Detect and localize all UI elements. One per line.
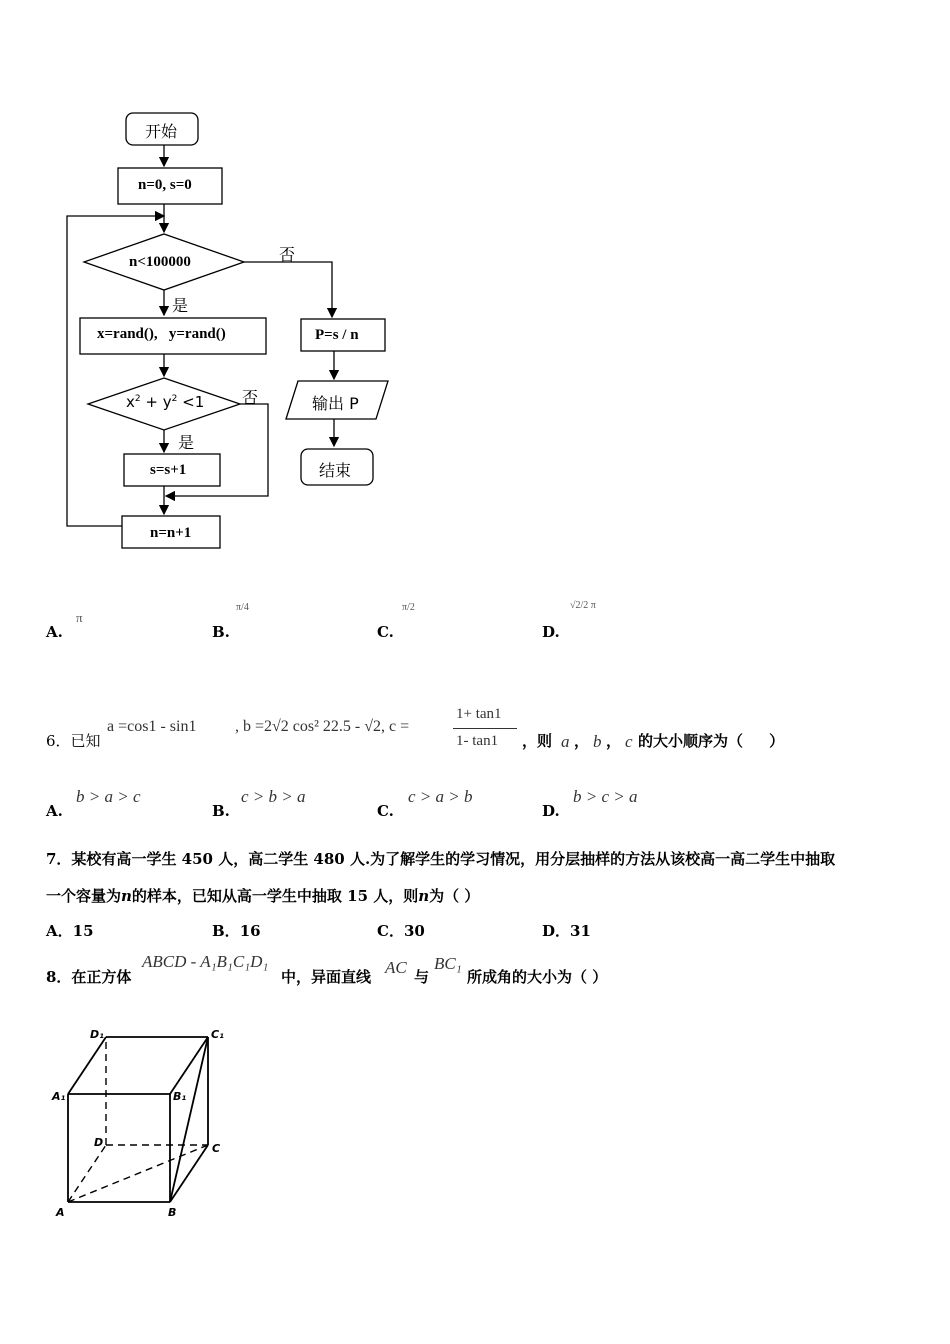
q5-option-c-value: π/2 (402, 602, 415, 613)
q6-option-b-value: c > b > a (241, 787, 306, 806)
q7-option-a (46, 920, 94, 941)
q6-sep1: ， (574, 732, 590, 750)
q5-option-c-letter: C. (377, 623, 394, 641)
q6-frac-bar (453, 728, 517, 729)
yes-label-2: 是 (178, 433, 195, 452)
q6-sep2: ， (606, 732, 622, 750)
q6-option-d-value: b > c > a (573, 787, 638, 806)
increment-s-label: s=s+1 (150, 462, 187, 478)
q5-option-d-letter: D. (542, 623, 560, 641)
q6-tail: 的大小顺序为（ ） (638, 732, 785, 750)
q7-option-b-value: 16 (239, 922, 261, 940)
label-a1: A₁ (52, 1090, 66, 1103)
label-a: A (56, 1206, 65, 1219)
q6-option-b-letter: B. (212, 802, 230, 820)
label-c: C (212, 1142, 221, 1155)
output-label: 输出 P (312, 394, 359, 413)
q5-option-b-value: π/4 (236, 602, 249, 613)
yes-label-1: 是 (172, 296, 189, 315)
q6-expr-b: , b =2√2 cos² 22.5 - √2, c = (235, 718, 410, 735)
label-b1: B₁ (173, 1090, 187, 1103)
q6-option-c-letter: C. (377, 802, 394, 820)
q5-option-d-value: √2/2 π (570, 600, 596, 611)
q6-var-c: c (625, 732, 633, 751)
q8-conj: 与 (414, 968, 430, 986)
q6-option-a-value: b > a > c (76, 787, 141, 806)
q7-option-b-letter: B． (212, 922, 240, 940)
inner-condition-exp-y: 2 (171, 394, 178, 404)
q6-option-a-letter: A. (46, 802, 63, 820)
q7-option-c-value: 30 (403, 922, 425, 940)
inner-condition-exp-x: 2 (134, 394, 141, 404)
cube-diagram (40, 1020, 240, 1230)
init-label: n=0, s=0 (138, 177, 192, 193)
q8-cube: ABCD - A₁B₁C₁D₁ (142, 952, 269, 971)
q7-option-a-letter: A． (46, 922, 73, 940)
q7-line2-pre: 一个容量为 (46, 887, 122, 905)
q7-line2 (46, 885, 479, 906)
q8-number: 8．在正方体 (46, 968, 132, 986)
q6-var-a: a (561, 732, 570, 751)
no-label-2: 否 (242, 388, 259, 407)
loop-condition-label: n<100000 (129, 254, 191, 270)
q6-option-d-letter: D. (542, 802, 560, 820)
label-c1: C₁ (211, 1028, 224, 1041)
rand-label: x=rand(), y=rand() (97, 326, 226, 342)
q6-option-c-value: c > a > b (408, 787, 473, 806)
q7-option-b (212, 920, 261, 941)
inner-condition-label (126, 393, 204, 411)
inner-condition-plus: + y (145, 393, 172, 411)
q8-mid: 中，异面直线 (281, 968, 372, 986)
q5-option-a-letter: A. (46, 623, 63, 641)
q5-option-b-letter: B. (212, 623, 230, 641)
flowchart (0, 0, 460, 570)
label-b: B (168, 1206, 177, 1219)
edge-a1-d1 (68, 1037, 106, 1094)
q7-var-n2: n (418, 887, 430, 905)
no-label-1: 否 (279, 245, 296, 264)
increment-n-label: n=n+1 (150, 525, 192, 541)
label-d: D (94, 1136, 104, 1149)
inner-condition-tail: <1 (182, 393, 205, 411)
q5-option-a-value: π (76, 610, 83, 625)
q6-mid: ，则 (522, 732, 553, 750)
diagonal-ac (68, 1145, 208, 1202)
q6-frac-num: 1+ tan1 (456, 706, 502, 722)
end-label: 结束 (319, 461, 352, 480)
q6-var-b: b (593, 732, 602, 751)
q6-frac-den: 1- tan1 (456, 733, 499, 749)
compute-p-label: P=s / n (315, 327, 359, 343)
q7-option-d (542, 920, 591, 941)
q7-line2-mid: 的样本，已知从高一学生中抽取 15 人，则 (131, 887, 419, 905)
edge-a-d (68, 1145, 106, 1202)
q7-var-n: n (121, 887, 132, 905)
label-d1: D₁ (90, 1028, 104, 1041)
start-label: 开始 (145, 122, 178, 141)
q8-line-ac: AC (385, 958, 407, 977)
q7-line1: 7．某校有高一学生 450 人，高二学生 480 人.为了解学生的学习情况，用分层抽样的方法从该校高一高二学生中抽取 (46, 850, 836, 868)
q7-option-c (377, 920, 425, 941)
q7-option-d-letter: D． (542, 922, 571, 940)
q6-number: 6．已知 (46, 732, 101, 750)
diagonal-bc1 (170, 1037, 208, 1202)
q7-option-d-value: 31 (570, 922, 591, 940)
q7-option-a-value: 15 (72, 922, 94, 940)
inner-condition-x: x (126, 393, 135, 411)
q8-line-bc1: BC₁ (434, 954, 462, 973)
q7-option-c-letter: C． (377, 922, 404, 940)
q6-expr-a: a =cos1 - sin1 (107, 718, 197, 735)
q7-line2-tail: 为（ ） (429, 887, 480, 905)
q8-tail: 所成角的大小为（ ） (467, 968, 608, 986)
